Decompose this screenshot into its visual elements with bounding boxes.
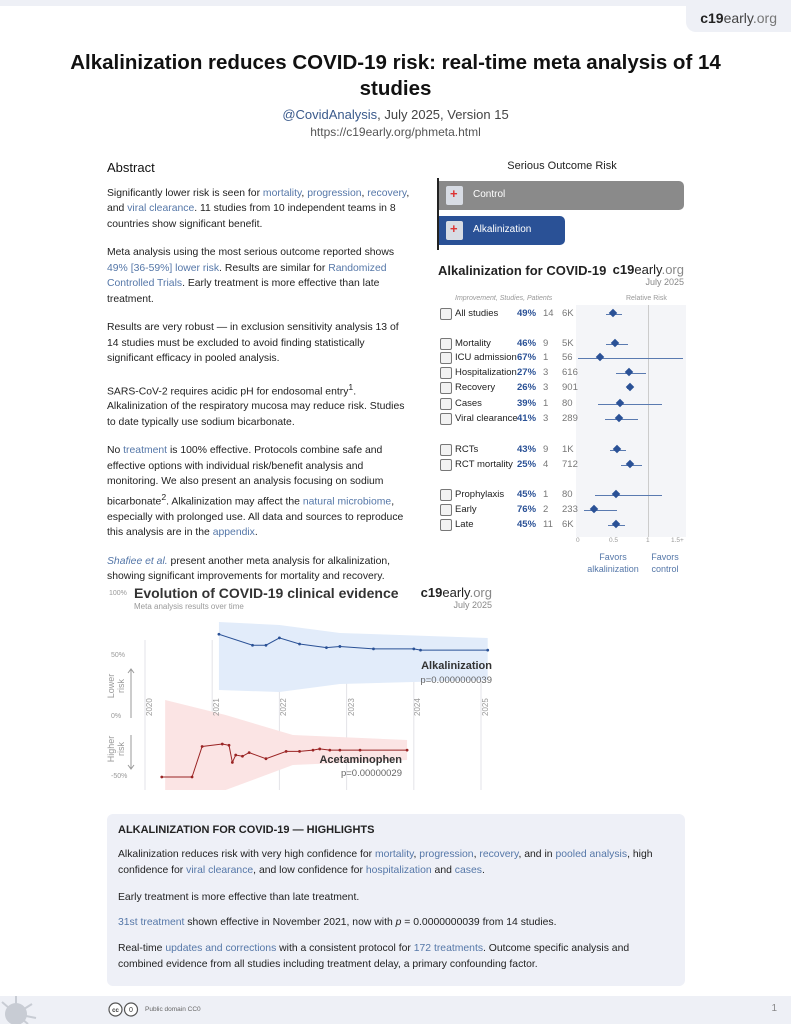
- data-point-acetaminophen: [359, 749, 362, 752]
- data-point-acetaminophen: [338, 749, 341, 752]
- year-label: 2023: [347, 698, 356, 716]
- forest-tick-label: 0.5: [609, 537, 619, 544]
- study-count: 3: [543, 382, 549, 393]
- forest-tick-label: 0: [576, 537, 580, 544]
- study-count: 3: [543, 413, 549, 424]
- microbiome-link[interactable]: natural microbiome: [302, 496, 392, 508]
- study-count: 9: [543, 444, 549, 455]
- abstract-paragraph-5: No treatment is 100% effective. Protocols combine safe and effective options with individual risk/benefit analysis and monitoring. We also present an analysis focusing on sodium bicarbonate$^2$. Alkalinization may affect the natural microbiome, especially with prolonged use. All data and sources to reproduce this analysis are in the appendix.: [107, 445, 404, 539]
- year-label: 2021: [212, 698, 221, 716]
- evolution-subtitle: Meta analysis results over time: [134, 602, 244, 611]
- abstract-paragraph-4: SARS-CoV-2 requires acidic pH for endosomal entry$^1$. Alkalinization of the respiratory mucosa may reduce risk. Studies to date typically use sodium bicarbonate.: [107, 381, 405, 428]
- lower-risk-label: Lower risk: [106, 673, 126, 699]
- data-point-alkalinization: [412, 648, 415, 651]
- data-point-acetaminophen: [285, 750, 288, 753]
- outcome-name: Cases: [455, 398, 482, 409]
- data-point-alkalinization: [325, 646, 328, 649]
- year-label: 2025: [481, 698, 490, 716]
- patient-count: 80: [562, 398, 573, 409]
- mortality-link[interactable]: mortality: [262, 187, 302, 199]
- study-count: 14: [543, 308, 554, 319]
- pct-neg50: -50%: [111, 773, 128, 780]
- hl-treatments-link[interactable]: 172 treatments: [413, 943, 484, 954]
- data-point-acetaminophen: [298, 750, 301, 753]
- recovery-link[interactable]: recovery: [367, 187, 407, 199]
- data-point-alkalinization: [338, 645, 341, 648]
- study-count: 1: [543, 352, 549, 363]
- improvement-pct: 76%: [517, 504, 537, 515]
- data-point-alkalinization: [265, 644, 268, 647]
- series-name-alkalinization: Alkalinization: [421, 660, 492, 672]
- improvement-pct: 27%: [517, 367, 537, 378]
- improvement-pct: 45%: [517, 489, 537, 500]
- lower-risk-arrow: [128, 669, 134, 718]
- data-point-alkalinization: [298, 643, 301, 646]
- patient-count: 233: [562, 504, 578, 515]
- page-title: Alkalinization reduces COVID-19 risk: real-time meta analysis of 14 studies: [70, 51, 721, 100]
- outcome-name: All studies: [455, 308, 499, 319]
- data-point-acetaminophen: [231, 761, 234, 764]
- data-point-acetaminophen: [406, 749, 409, 752]
- appendix-link[interactable]: appendix: [212, 527, 255, 539]
- treatment-link[interactable]: treatment: [123, 445, 168, 457]
- control-label: Control: [473, 189, 506, 200]
- improvement-pct: 49%: [517, 308, 537, 319]
- hl-cases-link[interactable]: cases: [454, 865, 482, 876]
- data-point-alkalinization: [278, 637, 281, 640]
- data-point-alkalinization: [372, 648, 375, 651]
- patient-count: 616: [562, 367, 578, 378]
- virus-icon: [0, 990, 40, 1024]
- data-point-acetaminophen: [265, 757, 268, 760]
- viral-clearance-link[interactable]: viral clearance: [127, 203, 195, 214]
- improvement-pct: 26%: [517, 382, 537, 393]
- site-brand-link[interactable]: c19early.org: [686, 4, 791, 32]
- forest-header-left: Improvement, Studies, Patients: [455, 295, 553, 302]
- rct-link[interactable]: Randomized Controlled Trials: [107, 262, 387, 289]
- hl-31st-link[interactable]: 31st treatment: [118, 917, 185, 928]
- year-label: 2020: [145, 698, 154, 716]
- highlights-paragraph-1: Alkalinization reduces risk with very high confidence for mortality, progression, recovery, and in pooled analysis, high confidence for viral clearance, and low confidence for hospitalization and cases.: [118, 849, 653, 876]
- pct-100: 100%: [109, 590, 127, 597]
- favors-control: Favors control: [651, 552, 679, 574]
- data-point-acetaminophen: [221, 743, 224, 746]
- favors-alkalinization: Favors alkalinization: [587, 552, 639, 574]
- data-point-acetaminophen: [160, 776, 163, 779]
- improvement-pct: 67%: [517, 352, 537, 363]
- data-point-acetaminophen: [228, 744, 231, 747]
- byline: @CovidAnalysis, July 2025, Version 15: [282, 107, 509, 122]
- outcome-name: Early: [455, 504, 477, 515]
- higher-risk-label: Higher risk: [106, 735, 126, 763]
- patient-count: 6K: [562, 308, 574, 319]
- improvement-pct: 25%: [517, 459, 537, 470]
- abstract-paragraph-6: Shafiee et al. present another meta analysis for alkalinization, showing significant improvements for mortality and recovery.: [107, 555, 391, 583]
- study-count: 3: [543, 367, 549, 378]
- year-label: 2024: [413, 698, 422, 716]
- abstract-heading: Abstract: [107, 160, 155, 175]
- patient-count: 1K: [562, 444, 574, 455]
- hl-mortality-link[interactable]: mortality: [375, 849, 414, 860]
- data-point-acetaminophen: [241, 755, 244, 758]
- evolution-brand: c19early.org: [420, 585, 492, 600]
- forest-tick-label: 1: [646, 537, 650, 544]
- page-url[interactable]: https://c19early.org/phmeta.html: [310, 125, 481, 139]
- outcome-name: RCTs: [455, 444, 479, 455]
- outcome-name: Late: [455, 519, 474, 530]
- highlights-paragraph-3: 31st treatment shown effective in November 2021, now with p = 0.0000000039 from 14 studies.: [118, 917, 557, 928]
- study-count: 1: [543, 398, 549, 409]
- outcome-name: Viral clearance: [455, 413, 518, 424]
- outcome-name: ICU admission: [455, 352, 517, 363]
- ref-1[interactable]: 1: [348, 381, 354, 392]
- pct-0: 0%: [111, 713, 122, 720]
- lower-risk-link[interactable]: 49% [36-59%] lower risk: [107, 262, 220, 274]
- patient-count: 289: [562, 413, 578, 424]
- patient-count: 80: [562, 489, 573, 500]
- data-point-alkalinization: [218, 633, 221, 636]
- evolution-title: Evolution of COVID-19 clinical evidence: [134, 585, 399, 601]
- patient-count: 5K: [562, 338, 574, 349]
- svg-text:cc: cc: [112, 1008, 119, 1014]
- outcome-name: Prophylaxis: [455, 489, 505, 500]
- author-handle[interactable]: @CovidAnalysis: [282, 107, 378, 122]
- data-point-acetaminophen: [318, 748, 321, 751]
- evolution-date: July 2025: [453, 600, 492, 610]
- data-point-acetaminophen: [201, 745, 204, 748]
- data-point-alkalinization: [251, 644, 254, 647]
- pct-50: 50%: [111, 652, 126, 659]
- highlights-box: [107, 814, 685, 986]
- abstract-paragraph-1: Significantly lower risk is seen for mortality, progression, recovery, and viral clearance. 11 studies from 10 independent teams in 8 countries show significant benefit.: [107, 187, 410, 230]
- improvement-pct: 45%: [517, 519, 537, 530]
- study-count: 2: [543, 504, 549, 515]
- svg-text:0: 0: [129, 1007, 133, 1014]
- study-count: 4: [543, 459, 549, 470]
- license-text: Public domain CC0: [145, 1006, 201, 1013]
- highlights-paragraph-4: Real-time updates and corrections with a consistent protocol for 172 treatments. Outcome specific analysis and combined evidence from all studies including treatment delay, a primary confounding factor.: [118, 943, 630, 970]
- hl-pooled-link[interactable]: pooled analysis: [555, 849, 628, 860]
- higher-risk-arrow: [128, 735, 134, 769]
- forest-brand: c19early.org: [612, 262, 684, 277]
- patient-count: 56: [562, 352, 573, 363]
- patient-count: 6K: [562, 519, 574, 530]
- year-label: 2022: [279, 698, 288, 716]
- progression-link[interactable]: progression: [307, 187, 362, 199]
- data-point-alkalinization: [419, 649, 422, 652]
- highlights-paragraph-2: Early treatment is more effective than late treatment.: [118, 892, 360, 903]
- series-p-alkalinization: p=0.0000000039: [420, 675, 492, 686]
- data-point-acetaminophen: [328, 749, 331, 752]
- improvement-pct: 41%: [517, 413, 537, 424]
- outcome-name: Recovery: [455, 382, 496, 393]
- shafiee-link[interactable]: Shafiee et al.: [107, 555, 168, 567]
- hl-updates-link[interactable]: updates and corrections: [165, 943, 277, 954]
- abstract-paragraph-2: Meta analysis using the most serious outcome reported shows 49% [36-59%] lower risk. Results are similar for Randomized Controlled Trials. Early treatment is more effective than late treatment.: [107, 247, 395, 305]
- study-count: 11: [543, 519, 553, 530]
- hl-recovery-link[interactable]: recovery: [479, 849, 519, 860]
- patient-count: 901: [562, 382, 578, 393]
- forest-tick-label: 1.5+: [671, 537, 684, 544]
- data-point-acetaminophen: [234, 754, 237, 757]
- abstract-paragraph-3: Results are very robust — in exclusion sensitivity analysis 13 of 14 studies must be excluded to avoid finding statistically significant efficacy in pooled analysis.: [107, 322, 399, 364]
- outcome-name: Hospitalization: [455, 367, 517, 378]
- improvement-pct: 39%: [517, 398, 537, 409]
- study-count: 9: [543, 338, 549, 349]
- hl-progression-link[interactable]: progression: [419, 849, 474, 860]
- page-number: 1: [771, 1003, 777, 1014]
- cc0-license-icon[interactable]: [108, 1002, 141, 1017]
- improvement-pct: 46%: [517, 338, 537, 349]
- forest-date: July 2025: [645, 277, 684, 287]
- patient-count: 712: [562, 459, 578, 470]
- data-point-acetaminophen: [191, 776, 194, 779]
- alkalinization-label: Alkalinization: [473, 224, 532, 235]
- series-p-acetaminophen: p=0.00000029: [340, 768, 402, 779]
- forest-title: Alkalinization for COVID-19: [438, 263, 607, 278]
- hl-viral-link[interactable]: viral clearance: [186, 865, 254, 876]
- highlights-title: ALKALINIZATION FOR COVID-19 — HIGHLIGHTS: [118, 824, 375, 836]
- hl-hospitalization-link[interactable]: hospitalization: [365, 865, 432, 876]
- ref-2[interactable]: 2: [161, 491, 167, 502]
- outcome-name: Mortality: [455, 338, 491, 349]
- series-name-acetaminophen: Acetaminophen: [319, 754, 402, 766]
- improvement-pct: 43%: [517, 444, 537, 455]
- data-point-acetaminophen: [312, 749, 315, 752]
- serious-outcome-title: Serious Outcome Risk: [507, 160, 617, 172]
- study-count: 1: [543, 489, 549, 500]
- outcome-name: RCT mortality: [455, 459, 513, 470]
- data-point-alkalinization: [486, 649, 489, 652]
- data-point-acetaminophen: [248, 751, 251, 754]
- forest-header-right: Relative Risk: [626, 295, 667, 302]
